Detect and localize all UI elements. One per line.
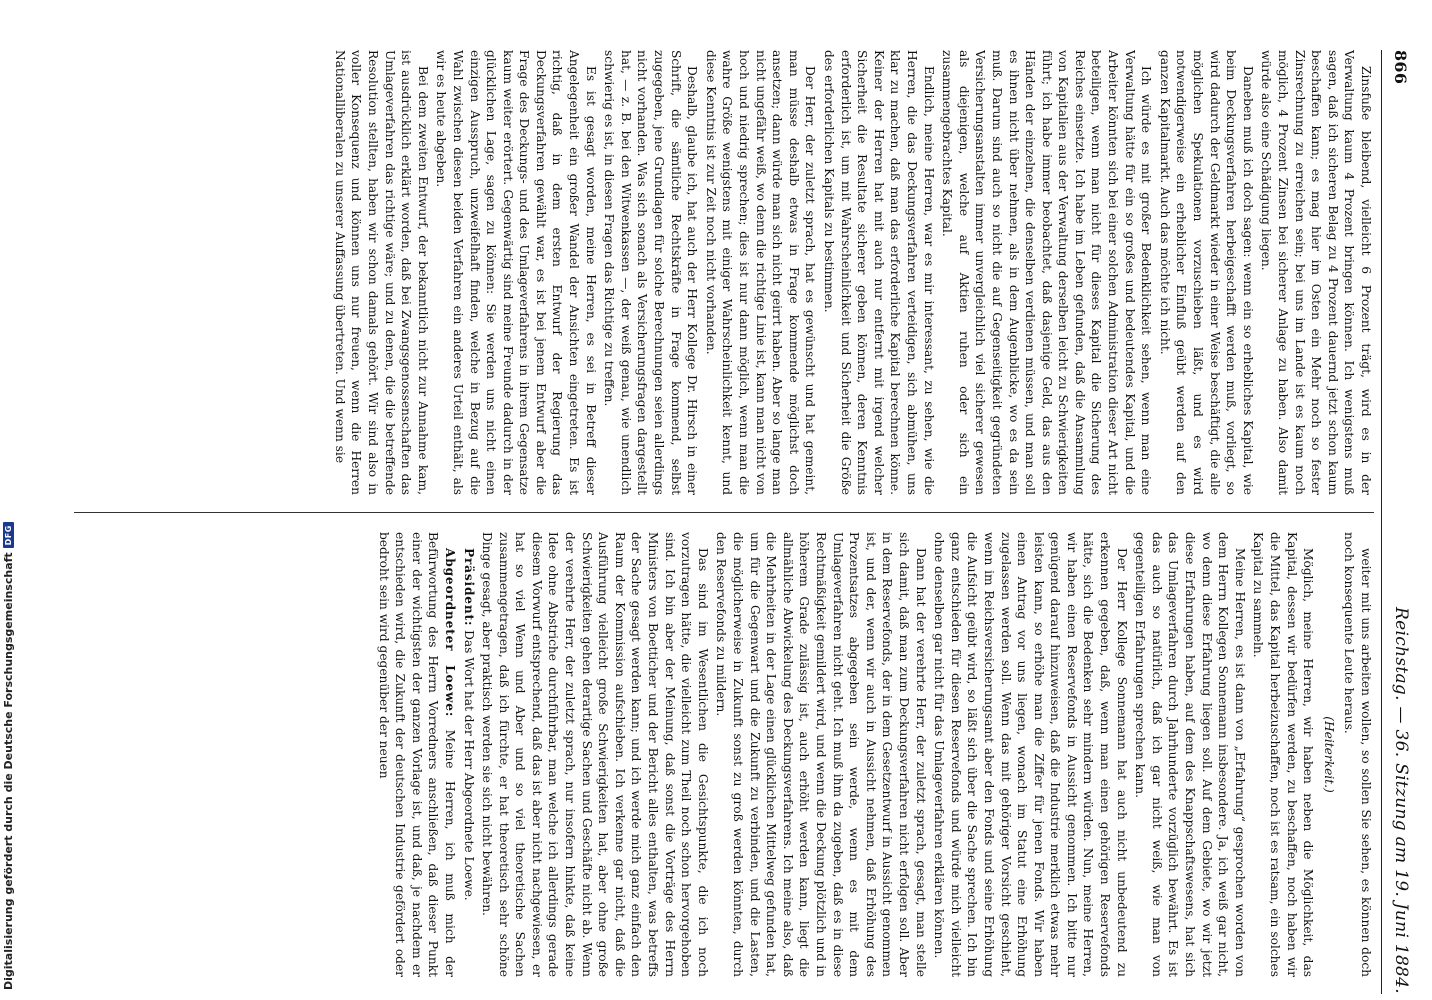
paragraph: Deshalb, glaube ich, hat auch der Herr Kollege Dr. Hirsch in einer Schrift, die sämtliche Rechtskräfte in Frage kommend, selbst zugegeben, jene Grundlagen für solche Berechnungen seien allerdings nicht vorhanden. Was sich sonach als Versicherungsfragen dargestellt hat, — z. B. bei den Witwenkassen —, der weiß genau, wie unendlich schwierig es ist, in diesen Fragen das Richtige zu treffen.: [602, 50, 700, 495]
paragraph: weiter mit uns arbeiten wollen, so sollen Sie sehen, es können doch noch konsequente Leute heraus.: [1342, 532, 1373, 977]
paragraph: Der Herr, der zuletzt sprach, hat es gewünscht und hat gemeint, man müsse deshalb etwas in Frage kommende möglichst doch ansetzen; dann würde man sich nicht geirrt haben. Aber so lange man nicht ungefähr weiß, wo denn die richtige Linie ist, kann man nicht von hoch und niedrig sprechen; dies ist nur dann möglich, wenn man die wahre Größe wenigstens mit einiger Wahrscheinlichkeit kennt, und diese Kenntnis ist zur Zeit noch nicht vorhanden.: [703, 50, 818, 495]
digitization-credit-bar: [0, 0, 22, 1000]
speaker-text: Das Wort hat der Herr Abgeordnete Loewe.: [461, 630, 476, 901]
speaker-name: Präsident:: [461, 548, 476, 627]
column-divider: [74, 512, 1374, 513]
speaker-paragraph: [375, 532, 458, 977]
interjection: (Heiterkeit.): [1321, 716, 1336, 793]
paragraph: Bei dem zweiten Entwurf, der bekanntlich nicht zur Annahme kam, ist ausdrücklich erklärt worden, daß bei Zwangsgenossenschaften das Umlageverfahren das richtige wäre; und zu denen, die die betreffende Resolution stellten, haben wir schon damals gehört. Wir sind also in voller Konsequenz und können uns nur freuen, wenn die Herren Nationalliberalen zu unserer Auffassung übertreten. Und wenn sie: [332, 50, 430, 495]
left-column: [59, 50, 1374, 495]
paragraph: Möglich, meine Herren, wir haben neben die Möglichkeit, das Kapital, dessen wir bedürfen werden, zu beschaffen, noch haben wir die Mittel, das Kapital herbeizuschaffen, noch ist es ratsam, ein solches Kapital zu sammeln.: [1251, 532, 1316, 977]
paragraph: Daneben muß ich doch sagen: wenn ein so erhebliches Kapital, wie beim Deckungsverfahren herbeigeschafft werden muß, vorliegt, so wird dadurch der Geldmarkt wieder in einer Weise beschäftigt, die alle möglichen Spekulationen vorzuschieben läßt, und es wird notwendigerweise ein erheblicher Einfluß geübt werden auf den ganzen Kapitalmarkt. Auch das möchte ich nicht.: [1157, 50, 1255, 495]
speaker-name: Abgeordneter Loewe:: [442, 548, 457, 718]
credit-text: Digitalisierung gefördert durch die Deutsche Forschungsgemeinschaft: [2, 552, 15, 990]
dfg-logo: DFG: [3, 522, 14, 548]
document-page: [50, 50, 1420, 994]
paragraph: Ich würde es mit großer Bedenklichkeit sehen, wenn man eine Verwaltung hätte für ein so großes und bedeutendes Kapital, und die Arbeiter könnten sich bei einer solchen Administration dieser Art nicht beteiligen, wenn man nicht für dieses Kapital die Sicherung des Reiches einsetzte. Ich habe im Leben gefunden, daß die Ansammlung von Kapitalien aus der Verwaltung derselben leicht zu Schwierigkeiten führt; ich habe immer beobachtet, daß dasjenige Geld, das aus den Händen der einzelnen, die denselben verdienen müssen, und man soll es ihnen nicht über nehmen, als in dem Augenblicke, wo es da sein muß. Darum sind auch so nicht die auf Gegenseitigkeit gegründeten Versicherungsanstalten immer unvergleichlich viel sicherer gewesen als diejenigen, welche auf Aktien ruhen oder sich ein zusammengebrachtes Kapital.: [940, 50, 1154, 495]
paragraph: Der Herr Kollege Sonnemann hat auch nicht unbedeutend zu erkennen gegeben, daß, wenn man einen gehörigen Reservefonds hätte, sich die Bedenken sehr mindern würden. Nun, meine Herren, wir haben einen Reservefonds in Aussicht genommen. Ich bitte nur genügend darauf hinzuweisen, daß die Industrie merklich etwas mehr leisten kann, so erhöhe man die Ziffer für jenen Fonds. Wir haben einen Antrag vor uns liegen, wonach im Statut eine Erhöhung zugelassen werden soll. Wenn das mit gehöriger Vorsicht geschieht, wenn im Reichsversicherungsamt aber den Fonds und seine Erhöhung die Aufsicht geübt wird, so läßt sich über die Sache sprechen. Ich bin ganz entschieden für diesen Reservefonds und würde mich vielleicht ohne denselben gar nicht für das Umlageverfahren erklären können.: [932, 532, 1129, 977]
speaker-paragraph: [460, 532, 477, 977]
right-column: [59, 532, 1374, 977]
page-number: 866: [1391, 50, 1411, 85]
paragraph: Dann hat der verehrte Herr, der zuletzt sprach, gesagt, man stelle sich damit, daß man zum Deckungsverfahren nicht erfolgen soll. Aber in dem Reservefonds, der in dem Gesetzentwurf in Aussicht genommen ist, und der, wenn wir auch in Aussicht nehmen, daß Erhöhung des Prozentsatzes abgegeben sein werde, wenn es mit dem Umlageverfahren nicht geht. Ich muß ihm da zugeben, daß es in diese Rechtmäßigkeit gemildert wird, und wenn die Deckung plötzlich und in höherem Grade zulässig ist, auch erhöht werden kann, liegt die allmähliche Abwickelung des Deckungsverfahrens. Ich meine also, daß die Mehrheiten in der Lage einen glücklichen Mittelweg gefunden hat, um für die Gegenwart und die Zukunft zu verbinden, und die Lasten, die möglicherweise in Zukunft sonst zu groß werden könnten, durch den Reservefonds zu mildern.: [714, 532, 928, 977]
paragraph: Das sind im Wesentlichen die Gesichtspunkte, die ich noch vorzutragen hätte, die vielleicht zum Theil noch schon hervorgehoben sind. Ich bin aber der Meinung, daß sonst die Vorträge des Herrn Ministers von Boetticher und der Bericht alles enthalten, was betreffs der Sache gesagt werden kann; und ich werde mich ganz einfach den Raum der Kommission aufschieben. Ich verkenne gar nicht, daß die Ausführung vielleicht große Schwierigkeiten hat, aber ohne große Schwierigkeiten gehen derartige Sachen und Geschäfte nicht ab. Wenn der verehrte Herr, der zuletzt sprach, nur insofern hinkte, daß keine Idee ohne Abstriche durchführbar, man welche ich allerdings gerade diesem Vorwurf entsprechend, daß das ist aber nicht nachgewiesen, er hat so viel Wenn und Aber und so viel theoretische Sachen zusammengetragen, daß ich fürchte, er hat theoretisch sehr schöne Dinge gesagt, aber praktisch werden sie sich nicht bewähren.: [480, 532, 710, 977]
page-header: [1381, 50, 1420, 994]
paragraph: Zinsfuße bleibend, vielleicht 6 Prozent trägt, wird es in der Verwaltung kaum 4 Prozent bringen können. Ich wenigstens muß sagen, daß ich sicheren Belag zu 4 Prozent dauernd jetzt schon kaum beschaffen kann; es mag hier im Osten ein Mehr noch so fester Zinsrechnung zu erreichen sein; bei uns im Lande ist es kaum noch möglich, 4 Prozent Zinsen bei sicherer Anlage zu haben. Also damit würde also eine Schädigung liegen.: [1259, 50, 1373, 495]
credit-line: [2, 522, 15, 990]
paragraph: Es ist gesagt worden, meine Herren, es sei in Betreff dieser Angelegenheit ein großer Wandel der Ansichten eingetreten. Es ist richtig, daß in dem ersten Entwurf der Regierung das Deckungsverfahren gewählt war, es ist bei jenem Entwurf aber die Frage des Deckungs- und des Umlageverfahrens in ihrem Gegensatze kaum weiter erörtert. Gegenwärtig sind meine Freunde dadurch in der glücklichen Lage, sagen zu können: Sie werden uns nicht einen einzigen Ausspruch, unzweifelhaft finden, welche in Bezug auf die Wahl zwischen diesen beiden Verfahren ein anderes Urteil enthält, als wir es heute abgeben.: [434, 50, 598, 495]
paragraph: Endlich, meine Herren, war es mir interessant, zu sehen, wie die Herren, die das Deckungsverfahren verteidigen, sich abmühen, uns klar zu machen, daß man das erforderliche Kapital berechnen könne. Keiner der Herren hat mit auch nur entfernt mit irgend welcher Sicherheit die Resultate sicherer geben können, deren Kenntnis erforderlich ist, um mit Wahrscheinlichkeit und Sicherheit die Größe des erforderlichen Kapitals zu bestimmen.: [822, 50, 936, 495]
speaker-text: Meine Herren, ich muß mich der Befürwortung des Herrn Vorredners anschließen, daß dieser Punkt einer der wichtigsten der ganzen Vorlage ist, und daß, je nachdem er entschieden wird, die Zukunft der deutschen Industrie gefördert oder bedroht sein wird gegenüber der neuen: [376, 532, 457, 977]
paragraph: Meine Herren, es ist dann von „Erfahrung“ gesprochen worden von dem Herrn Kollegen Sonnemann insbesondere. Ja, ich weiß gar nicht, wo denn diese Erfahrung liegen soll. Auf dem Gebiete, wo wir jetzt diese Erfahrungen haben, auf dem des Knappschaftswesens, hat sich das Umlageverfahren durch Jahrhunderte vorzüglich bewährt. Es ist das auch so natürlich, daß ich gar nicht weiß, wie man von gegenteiligen Erfahrungen sprechen kann.: [1133, 532, 1247, 977]
running-title: Reichstag. — 36. Sitzung am 19. Juni 1884.: [1391, 607, 1411, 994]
